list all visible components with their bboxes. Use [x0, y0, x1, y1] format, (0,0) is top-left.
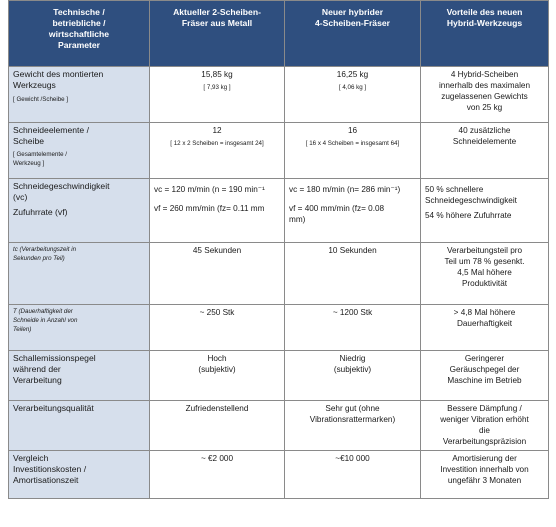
current-value: Zufriedenstellend	[185, 404, 249, 413]
param-label: Teilen)	[13, 326, 32, 333]
advantage-line: > 4,8 Mal höhere	[453, 308, 516, 317]
current-cell	[150, 179, 285, 243]
current-cell	[150, 401, 285, 451]
param-note: Werkzeug ]	[13, 160, 45, 167]
current-value: 45 Sekunden	[192, 246, 242, 255]
new-cell	[285, 401, 421, 451]
current-cell	[150, 451, 285, 499]
advantage-line: von 25 kg	[466, 103, 503, 112]
new-value: Niedrig	[339, 354, 366, 363]
advantage-line: Geräuschpegel der	[449, 365, 520, 374]
advantage-line: Dauerhaftigkeit	[456, 319, 513, 328]
advantage-line: Produktivität	[461, 279, 508, 288]
new-value: Vibrationsrattermarken)	[309, 415, 396, 424]
param-cell	[9, 451, 150, 499]
param-cell	[9, 123, 150, 179]
advantage-line: Teil um 78 % gesenkt.	[444, 257, 525, 266]
advantage-line: Schneidelemente	[452, 137, 517, 146]
advantage-line: innerhalb des maximalen	[438, 81, 531, 90]
current-sub: [ 12 x 2 Scheiben = insgesamt 24]	[170, 140, 264, 147]
param-label: Verarbeitungsqualität	[13, 403, 94, 413]
table-row-speed	[9, 179, 549, 243]
param-label: Schneide in Anzahl von	[13, 317, 78, 324]
advantage-line: ungefähr 3 Monaten	[447, 476, 522, 485]
advantage-cell	[421, 351, 549, 401]
advantage-line: Verarbeitungsteil pro	[446, 246, 523, 255]
current-value: (subjektiv)	[198, 365, 236, 374]
current-cell	[150, 123, 285, 179]
table-row-quality	[9, 401, 549, 451]
current-cell	[150, 351, 285, 401]
current-cell	[150, 67, 285, 123]
header-current-tool	[150, 1, 285, 67]
advantage-line: Schneidegeschwindigkeit	[425, 196, 517, 205]
header-parameters-line: Parameter	[57, 40, 101, 50]
advantage-line: Investition innerhalb von	[440, 465, 529, 474]
advantage-line: Geringerer	[464, 354, 505, 363]
param-label: Amortisationszeit	[13, 475, 79, 485]
current-sub: [ 7,93 kg ]	[203, 84, 231, 91]
param-label: tc (Verarbeitungszeit in	[13, 246, 77, 253]
comparison-table	[8, 0, 549, 499]
new-value: 10 Sekunden	[328, 246, 377, 255]
header-parameters-line: Technische /	[53, 7, 105, 17]
param-label: Vergleich	[13, 453, 49, 463]
param-label: Werkzeugs	[13, 80, 56, 90]
param-label: Scheibe	[13, 136, 45, 146]
param-label: Schallemissionspegel	[13, 353, 96, 363]
new-cell	[285, 451, 421, 499]
advantage-line: 50 % schnellere	[425, 185, 484, 194]
param-label: Schneidegeschwindigkeit	[13, 181, 110, 191]
header-parameters-line: wirtschaftliche	[48, 29, 110, 39]
current-value: ~ 250 Stk	[199, 308, 235, 317]
header-parameters	[9, 1, 150, 67]
param-label: Schneideelemente /	[13, 125, 89, 135]
table-row-processing-time	[9, 243, 549, 305]
current-value: 15,85 kg	[201, 70, 233, 79]
header-parameters-line: betriebliche /	[52, 18, 106, 28]
table-row-noise	[9, 351, 549, 401]
advantage-cell	[421, 243, 549, 305]
new-cell	[285, 179, 421, 243]
advantage-line: die	[479, 426, 490, 435]
advantage-line: 4 Hybrid-Scheiben	[450, 70, 519, 79]
new-value: mm)	[289, 215, 306, 224]
advantage-line: weniger Vibration erhöht	[440, 415, 529, 424]
table-row-weight	[9, 67, 549, 123]
current-value: Hoch	[207, 354, 227, 363]
table-row-investment	[9, 451, 549, 499]
param-label: Sekunden pro Teil)	[13, 255, 65, 262]
header-advantages-line: Vorteile des neuen	[446, 7, 523, 17]
table-row-durability	[9, 305, 549, 351]
advantage-line: 40 zusätzliche	[458, 126, 511, 135]
new-value: 16	[347, 126, 358, 135]
advantage-line: zugelassenen Gewichts	[441, 92, 528, 101]
header-current-line: Fräser aus Metall	[181, 18, 253, 28]
param-note: [ Gewicht /Scheibe ]	[13, 96, 69, 103]
header-advantages	[421, 1, 549, 67]
current-value: vf = 260 mm/min (fz= 0.11 mm	[154, 204, 265, 213]
new-sub: [ 4,06 kg ]	[338, 84, 367, 91]
advantage-line: Bessere Dämpfung /	[447, 404, 522, 413]
advantage-line: Verarbeitungspräzision	[442, 437, 527, 446]
header-advantages-line: Hybrid-Werkzeugs	[446, 18, 523, 28]
param-label: während der	[13, 364, 61, 374]
advantage-line: Maschine im Betrieb	[447, 376, 522, 385]
header-new-line: 4-Scheiben-Fräser	[315, 18, 390, 28]
advantage-cell	[421, 451, 549, 499]
new-cell	[285, 123, 421, 179]
param-label: Zufuhrrate (vf)	[13, 207, 68, 217]
advantage-cell	[421, 305, 549, 351]
comparison-table-container	[8, 0, 548, 499]
advantage-cell	[421, 401, 549, 451]
param-cell	[9, 305, 150, 351]
table-row-cutting-elements	[9, 123, 549, 179]
new-value: vc = 180 m/min (n= 286 min⁻¹)	[289, 185, 401, 194]
new-value: (subjektiv)	[333, 365, 372, 374]
param-label: T (Dauerhaftigkeit der	[13, 308, 73, 315]
new-value: vf = 400 mm/min (fz= 0.08	[289, 204, 385, 213]
advantage-cell	[421, 123, 549, 179]
param-label: (vc)	[13, 192, 28, 202]
current-cell	[150, 305, 285, 351]
param-cell	[9, 243, 150, 305]
header-current-line: Aktueller 2-Scheiben-	[173, 7, 261, 17]
new-value: 16,25 kg	[336, 70, 369, 79]
header-new-line: Neuer hybrider	[321, 7, 384, 17]
new-value: ~ 1200 Stk	[332, 308, 373, 317]
param-cell	[9, 401, 150, 451]
current-value: 12	[212, 126, 222, 135]
header-row	[9, 1, 549, 67]
new-sub: [ 16 x 4 Scheiben = insgesamt 64]	[305, 140, 400, 147]
param-label: Investitionskosten /	[13, 464, 87, 474]
header-new-tool	[285, 1, 421, 67]
param-label: Gewicht des montierten	[13, 69, 104, 79]
advantage-cell	[421, 179, 549, 243]
advantage-line: 4,5 Mal höhere	[457, 268, 512, 277]
advantage-line: 54 % höhere Zufuhrrate	[425, 211, 512, 220]
param-cell	[9, 179, 150, 243]
param-label: Verarbeitung	[13, 375, 62, 385]
new-cell	[285, 243, 421, 305]
advantage-cell	[421, 67, 549, 123]
param-cell	[9, 351, 150, 401]
current-value: vc = 120 m/min (n = 190 min⁻¹	[154, 185, 265, 194]
current-value: ~ €2 000	[200, 454, 234, 463]
new-value: Sehr gut (ohne	[325, 404, 380, 413]
new-cell	[285, 67, 421, 123]
current-cell	[150, 243, 285, 305]
new-cell	[285, 351, 421, 401]
new-cell	[285, 305, 421, 351]
new-value: ~€10 000	[335, 454, 370, 463]
advantage-line: Amortisierung der	[452, 454, 517, 463]
param-cell	[9, 67, 150, 123]
param-note: [ Gesamtelemente /	[13, 151, 67, 158]
